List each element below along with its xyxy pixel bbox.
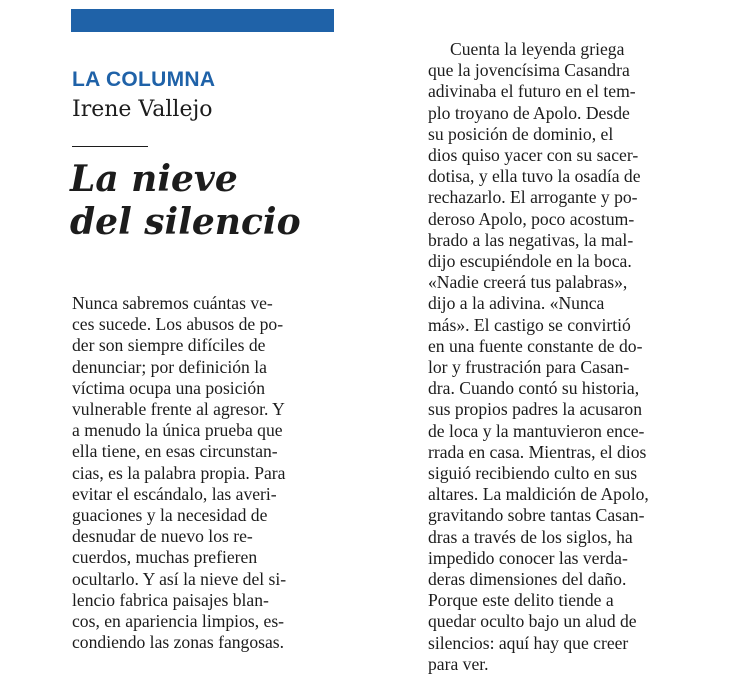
text-line: cias, es la palabra propia. Para: [72, 462, 286, 483]
text-line: para ver.: [428, 653, 489, 674]
article-headline: [70, 158, 301, 244]
text-line: ces sucede. Los abusos de po-: [72, 314, 284, 335]
text-line: Nunca sabremos cuántas ve-: [72, 293, 273, 313]
text-line: guaciones y la necesidad de: [72, 505, 268, 526]
text-line: deroso Apolo, poco acostum-: [428, 208, 635, 229]
text-line: vulnerable frente al agresor. Y: [72, 399, 285, 420]
text-line: deras dimensiones del daño.: [428, 569, 627, 590]
text-line: ocultarlo. Y así la nieve del si-: [72, 568, 287, 589]
text-line: dras a través de los siglos, ha: [428, 526, 633, 547]
text-line: que la jovencísima Casandra: [428, 60, 630, 81]
text-line: brado a las negativas, la mal-: [428, 229, 634, 250]
author-name: Irene Vallejo: [72, 97, 213, 122]
text-line: víctima ocupa una posición: [72, 377, 265, 398]
headline-divider: [72, 146, 148, 147]
text-line: «Nadie creerá tus palabras»,: [428, 272, 628, 293]
text-line: dios quiso yacer con su sacer-: [428, 145, 639, 166]
text-line: ella tiene, en esas circunstan-: [72, 441, 278, 462]
text-line: quedar oculto bajo un alud de: [428, 611, 637, 632]
text-line: rechazarlo. El arrogante y po-: [428, 187, 638, 208]
text-line: lor y frustración para Casan-: [428, 357, 630, 378]
text-line: Cuenta la leyenda griega: [450, 39, 625, 59]
text-line: denunciar; por definición la: [72, 356, 267, 377]
text-line: en una fuente constante de do-: [428, 335, 643, 356]
text-line: gravitando sobre tantas Casan-: [428, 505, 645, 526]
text-line: cos, en apariencia limpios, es-: [72, 611, 285, 632]
text-line: adivinaba el futuro en el tem-: [428, 81, 636, 102]
text-line: dotisa, y ella tuvo la osadía de: [428, 166, 641, 187]
text-line: dra. Cuando contó su historia,: [428, 378, 640, 399]
text-line: de loca y la mantuvieron ence-: [428, 420, 645, 441]
text-line: impedido conocer las verda-: [428, 547, 628, 568]
text-line: sus propios padres la acusaron: [428, 399, 643, 420]
section-color-bar: [71, 9, 334, 32]
section-kicker: LA COLUMNA: [72, 68, 216, 91]
headline-line: La nieve: [70, 158, 238, 200]
text-line: lencio fabrica paisajes blan-: [72, 589, 269, 610]
text-line: der son siempre difíciles de: [72, 335, 266, 356]
headline-line: del silencio: [70, 201, 301, 243]
text-line: desnudar de nuevo los re-: [72, 526, 253, 547]
body-column-right: [428, 39, 649, 675]
text-line: altares. La maldición de Apolo,: [428, 484, 649, 505]
text-line: dijo escupiéndole en la boca.: [428, 251, 632, 272]
text-line: más». El castigo se convirtió: [428, 314, 631, 335]
text-line: dijo a la adivina. «Nunca: [428, 293, 605, 314]
text-line: condiendo las zonas fangosas.: [72, 632, 285, 653]
text-line: a menudo la única prueba que: [72, 420, 283, 441]
text-line: siguió recibiendo culto en sus: [428, 463, 638, 484]
text-line: Porque este delito tiende a: [428, 590, 614, 611]
text-line: rrada en casa. Mientras, el dios: [428, 441, 647, 462]
text-line: evitar el escándalo, las averi-: [72, 483, 277, 504]
text-line: cuerdos, muchas prefieren: [72, 547, 258, 568]
text-line: plo troyano de Apolo. Desde: [428, 102, 630, 123]
body-column-left: [72, 293, 286, 653]
text-line: silencios: aquí hay que creer: [428, 632, 629, 653]
text-line: su posición de dominio, el: [428, 123, 614, 144]
